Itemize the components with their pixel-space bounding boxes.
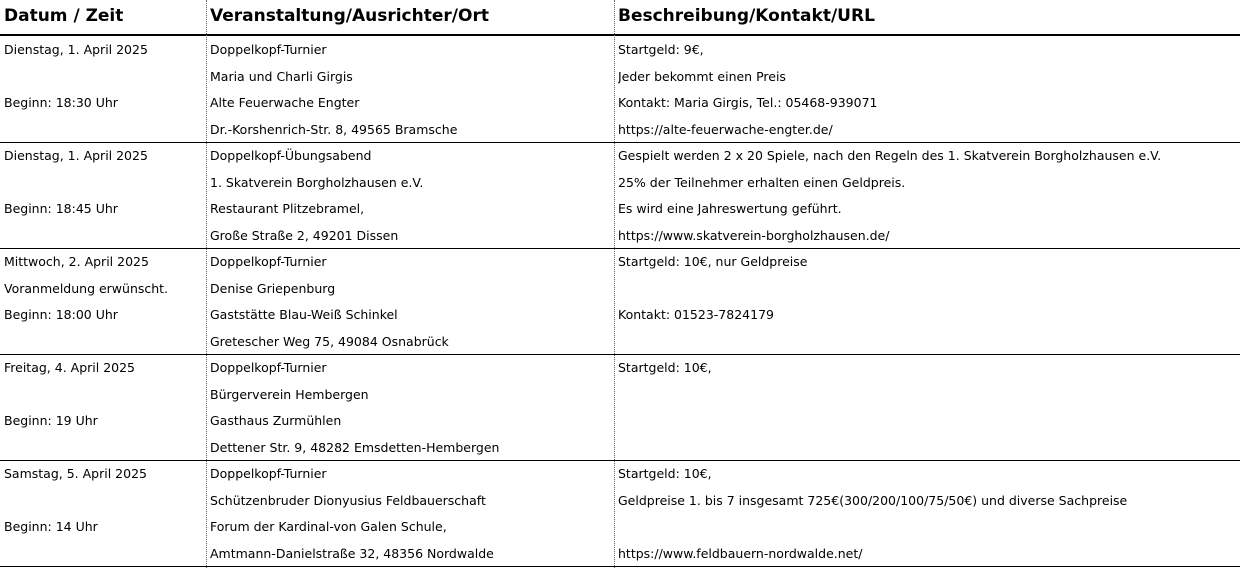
date-cell: Dienstag, 1. April 2025 (4, 148, 148, 163)
description-cell: Startgeld: 9€, (618, 42, 704, 57)
description-cell: https://www.feldbauern-nordwalde.net/ (618, 545, 863, 561)
event-cell: Schützenbruder Dionyusius Feldbauerschaft (210, 492, 486, 508)
event-cell: Amtmann-Danielstraße 32, 48356 Nordwalde (210, 545, 494, 561)
event-group (0, 461, 1240, 567)
table-row (0, 37, 1240, 64)
event-cell: Maria und Charli Girgis (210, 68, 353, 84)
event-cell: Forum der Kardinal-von Galen Schule, (210, 519, 447, 534)
event-cell: Gaststätte Blau-Weiß Schinkel (210, 307, 398, 322)
date-cell: Beginn: 14 Uhr (4, 519, 98, 534)
date-cell: Beginn: 19 Uhr (4, 413, 98, 428)
table-row (0, 302, 1240, 329)
description-cell: Startgeld: 10€, nur Geldpreise (618, 254, 808, 269)
date-cell: Samstag, 5. April 2025 (4, 466, 147, 481)
table-row (0, 435, 1240, 462)
event-cell: Doppelkopf-Turnier (210, 254, 327, 269)
table-row (0, 170, 1240, 197)
table-row (0, 514, 1240, 541)
column-divider (614, 0, 615, 568)
event-cell: Doppelkopf-Turnier (210, 466, 327, 481)
event-cell: Dettener Str. 9, 48282 Emsdetten-Hembergen (210, 439, 500, 455)
table-row (0, 249, 1240, 276)
column-divider (206, 0, 207, 568)
table-row (0, 329, 1240, 356)
description-cell: https://alte-feuerwache-engter.de/ (618, 121, 833, 137)
description-cell: 25% der Teilnehmer erhalten einen Geldpreis. (618, 174, 906, 190)
event-cell: Große Straße 2, 49201 Dissen (210, 227, 399, 243)
description-cell: Gespielt werden 2 x 20 Spiele, nach den Regeln des 1. Skatverein Borgholzhausen e.V. (618, 148, 1162, 163)
date-cell: Voranmeldung erwünscht. (4, 280, 169, 296)
event-group (0, 249, 1240, 355)
table-row (0, 196, 1240, 223)
event-cell: Doppelkopf-Übungsabend (210, 148, 372, 163)
table-row (0, 408, 1240, 435)
date-cell: Freitag, 4. April 2025 (4, 360, 136, 375)
table-row (0, 64, 1240, 91)
description-cell: Jeder bekommt einen Preis (618, 68, 786, 84)
table-row (0, 488, 1240, 515)
description-cell: Geldpreise 1. bis 7 insgesamt 725€(300/200/100/75/50€) und diverse Sachpreise (618, 492, 1128, 508)
table-row (0, 382, 1240, 409)
event-cell: Bürgerverein Hembergen (210, 386, 369, 402)
header-event: Veranstaltung/Ausrichter/Ort (210, 6, 489, 26)
event-group (0, 355, 1240, 461)
header-description: Beschreibung/Kontakt/URL (618, 6, 875, 26)
table-header (0, 0, 1240, 36)
description-cell: Kontakt: Maria Girgis, Tel.: 05468-939071 (618, 95, 878, 110)
description-cell: Es wird eine Jahreswertung geführt. (618, 201, 842, 216)
event-group (0, 37, 1240, 143)
table-row (0, 117, 1240, 144)
description-cell: Startgeld: 10€, (618, 360, 712, 375)
table-row (0, 541, 1240, 568)
description-cell: Kontakt: 01523-7824179 (618, 307, 774, 322)
event-cell: 1. Skatverein Borgholzhausen e.V. (210, 174, 424, 190)
event-cell: Gretescher Weg 75, 49084 Osnabrück (210, 333, 449, 349)
table-row (0, 461, 1240, 488)
event-cell: Denise Griepenburg (210, 280, 336, 296)
date-cell: Dienstag, 1. April 2025 (4, 42, 148, 57)
description-cell: Startgeld: 10€, (618, 466, 712, 481)
date-cell: Mittwoch, 2. April 2025 (4, 254, 149, 269)
header-date: Datum / Zeit (4, 6, 124, 26)
event-cell: Doppelkopf-Turnier (210, 360, 327, 375)
description-cell: https://www.skatverein-borgholzhausen.de/ (618, 227, 890, 243)
table-row (0, 276, 1240, 303)
table-row (0, 90, 1240, 117)
event-cell: Alte Feuerwache Engter (210, 95, 360, 110)
date-cell: Beginn: 18:30 Uhr (4, 95, 118, 110)
event-cell: Restaurant Plitzebramel, (210, 201, 365, 216)
event-cell: Dr.-Korshenrich-Str. 8, 49565 Bramsche (210, 121, 458, 137)
table-row (0, 355, 1240, 382)
event-cell: Gasthaus Zurmühlen (210, 413, 342, 428)
date-cell: Beginn: 18:45 Uhr (4, 201, 118, 216)
table-row (0, 143, 1240, 170)
event-group (0, 143, 1240, 249)
table-row (0, 223, 1240, 250)
event-cell: Doppelkopf-Turnier (210, 42, 327, 57)
date-cell: Beginn: 18:00 Uhr (4, 307, 118, 322)
